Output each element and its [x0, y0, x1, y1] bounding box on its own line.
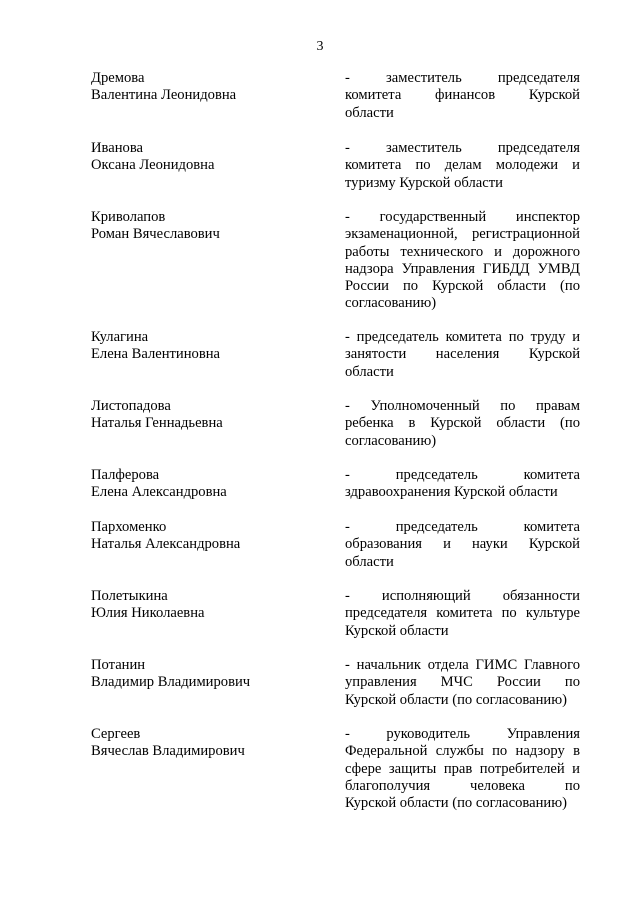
member-surname: Потанин [91, 657, 146, 673]
member-given-names: Валентина Леонидовна [91, 87, 237, 104]
member-given-names: Елена Валентиновна [91, 346, 220, 363]
position-line: комитета по делам молодежи и [345, 157, 580, 174]
position-line: туризму Курской области [345, 174, 503, 191]
member-surname: Сергеев [91, 726, 141, 742]
member-name [91, 519, 331, 554]
position-line: - председатель комитета [345, 519, 580, 535]
position-line: Курской области [345, 622, 449, 639]
member-position [345, 657, 580, 709]
member-surname: Дремова [91, 70, 145, 86]
member-surname: Криволапов [91, 209, 166, 225]
page-number: 3 [316, 39, 324, 54]
position-line: занятости населения Курской [345, 346, 580, 363]
position-line: - начальник отдела ГИМС Главного [345, 657, 580, 673]
position-line: - председатель комитета [345, 467, 580, 483]
position-line: сфере защиты прав потребителей и [345, 760, 580, 777]
position-line: области [345, 363, 394, 380]
member-surname: Полетыкина [91, 588, 168, 604]
member-name [91, 726, 331, 761]
position-line: - государственный инспектор [345, 209, 580, 225]
member-given-names: Владимир Владимирович [91, 674, 251, 691]
member-position [345, 209, 580, 313]
position-line: председателя комитета по культуре [345, 605, 580, 622]
position-line: образования и науки Курской [345, 536, 580, 553]
member-surname: Пархоменко [91, 519, 167, 535]
member-position [345, 519, 580, 571]
position-line: области [345, 553, 394, 570]
member-name [91, 657, 331, 692]
position-line: согласованию) [345, 432, 437, 449]
position-line: управления МЧС России по [345, 674, 580, 691]
member-given-names: Наталья Геннадьевна [91, 415, 223, 432]
position-line: Курской области (по согласованию) [345, 691, 567, 708]
position-line: области [345, 104, 394, 121]
member-position [345, 588, 580, 640]
member-position [345, 398, 580, 450]
position-line: экзаменационной, регистрационной [345, 226, 580, 243]
member-given-names: Наталья Александровна [91, 536, 241, 553]
member-position [345, 140, 580, 192]
position-line: Федеральной службы по надзору в [345, 743, 580, 760]
position-line: благополучия человека по [345, 777, 580, 794]
member-given-names: Вячеслав Владимирович [91, 743, 245, 760]
member-given-names: Юлия Николаевна [91, 605, 205, 622]
member-name [91, 467, 331, 502]
position-line: работы технического и дорожного [345, 243, 580, 260]
member-surname: Иванова [91, 140, 143, 156]
position-line: надзора Управления ГИБДД УМВД [345, 260, 580, 277]
member-name [91, 140, 331, 175]
member-name [91, 329, 331, 364]
position-line: - руководитель Управления [345, 726, 580, 742]
position-line: Курской области (по согласованию) [345, 795, 567, 812]
member-position [345, 329, 580, 381]
position-line: здравоохранения Курской области [345, 484, 558, 501]
position-line: - председатель комитета по труду и [345, 329, 580, 345]
member-name [91, 70, 331, 105]
position-line: комитета финансов Курской [345, 87, 580, 104]
member-position [345, 70, 580, 122]
position-line: - заместитель председателя [345, 140, 580, 156]
member-surname: Палферова [91, 467, 160, 483]
position-line: ребенка в Курской области (по [345, 415, 580, 432]
member-name [91, 398, 331, 433]
position-line: согласованию) [345, 295, 437, 312]
member-name [91, 209, 331, 244]
member-given-names: Елена Александровна [91, 484, 227, 501]
member-name [91, 588, 331, 623]
member-surname: Листопадова [91, 398, 171, 414]
position-line: - Уполномоченный по правам [345, 398, 580, 414]
member-surname: Кулагина [91, 329, 149, 345]
member-given-names: Роман Вячеславович [91, 226, 220, 243]
position-line: России по Курской области (по [345, 278, 580, 295]
member-position [345, 467, 580, 502]
member-position [345, 726, 580, 812]
position-line: - исполняющий обязанности [345, 588, 580, 604]
member-given-names: Оксана Леонидовна [91, 157, 215, 174]
position-line: - заместитель председателя [345, 70, 580, 86]
